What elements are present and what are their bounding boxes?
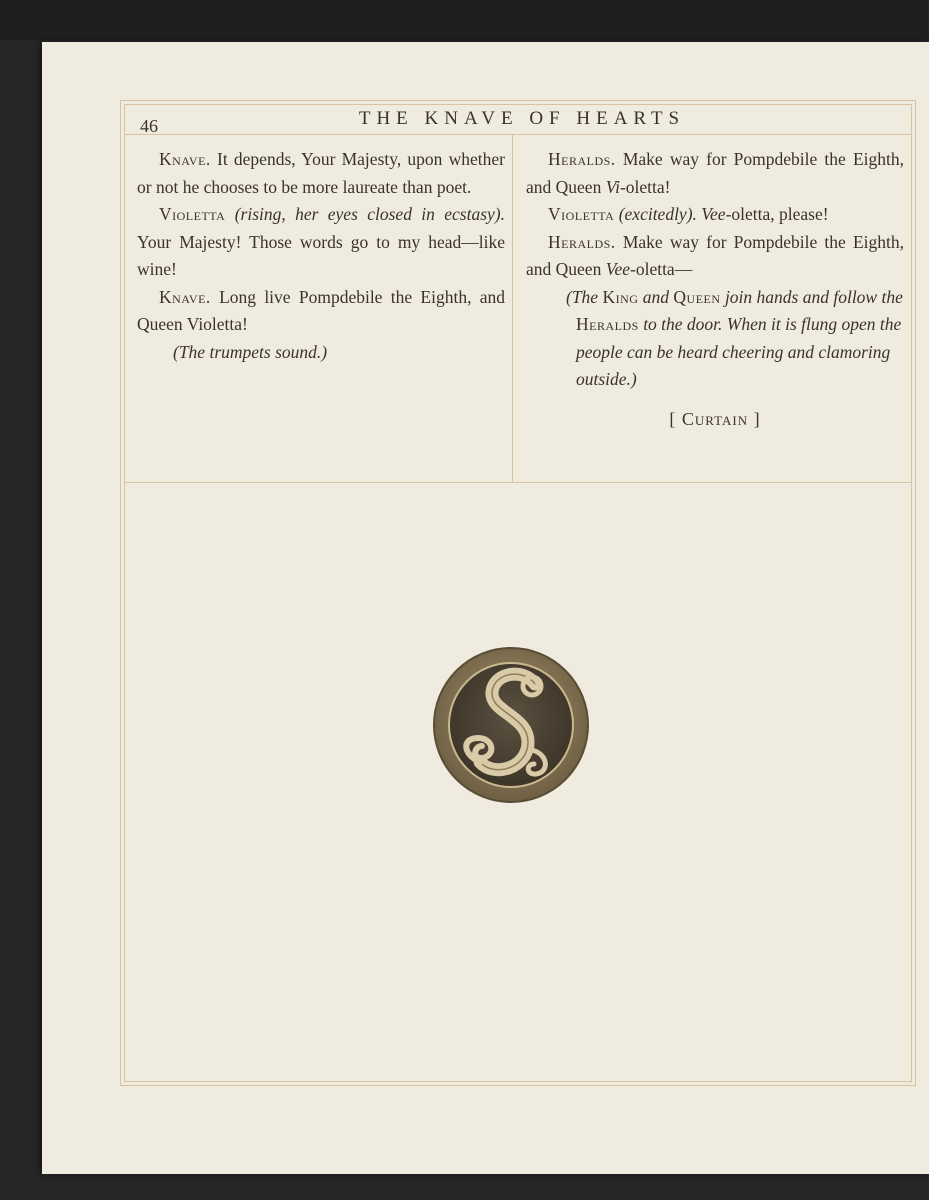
stage-direction: (excitedly). — [618, 204, 697, 224]
emphasis: Vee — [701, 204, 726, 224]
right-paragraph-3 — [526, 229, 904, 284]
dialogue-text: -oletta, please! — [725, 204, 829, 224]
right-column — [526, 146, 904, 433]
left-paragraph-2 — [137, 201, 505, 284]
character-heralds: Heralds — [576, 314, 639, 334]
dialogue-text: It depends, Your Majesty, upon whether or not he chooses to be more laureate than poet. — [137, 149, 505, 197]
header-rule — [124, 134, 912, 135]
speaker-name: Violetta — [548, 204, 615, 224]
text-block-rule — [124, 482, 912, 483]
page-number: 46 — [140, 116, 158, 136]
speaker-name: Heralds. — [548, 149, 616, 169]
right-paragraph-1 — [526, 146, 904, 201]
right-paragraph-2 — [526, 201, 904, 229]
speaker-name: Heralds. — [548, 231, 616, 252]
left-paragraph-1 — [137, 146, 505, 201]
running-title: THE KNAVE OF HEARTS — [358, 108, 686, 129]
stage-direction-text: join hands and follow the — [720, 286, 903, 307]
left-column — [137, 146, 505, 366]
speaker-name: Knave. — [159, 149, 211, 169]
stage-direction-text: and — [638, 286, 674, 307]
character-king: King — [602, 286, 639, 307]
dialogue-text: -oletta— — [630, 259, 693, 279]
column-divider — [512, 134, 513, 482]
stage-direction-text: to the door. When it is flung open the people can be heard cheering and clamoring outside.) — [576, 314, 902, 389]
emphasis: Vee — [605, 259, 630, 279]
book-page — [42, 42, 929, 1174]
speaker-name: Violetta — [159, 204, 226, 224]
curtain-label: [ Curtain ] — [669, 408, 761, 429]
dialogue-text: Make way for Pompdebile the Eighth, and Queen — [526, 149, 905, 197]
emphasis: Vi — [605, 176, 620, 197]
character-queen: Queen — [673, 286, 721, 307]
dialogue-text: Make way for Pompdebile the Eighth, and Queen — [526, 231, 905, 279]
left-paragraph-3 — [137, 284, 505, 339]
stage-direction-text: (The — [566, 286, 603, 307]
dialogue-text: -oletta! — [619, 176, 671, 197]
dialogue-text: Your Majesty! Those words go to my head—like wine! — [137, 231, 505, 279]
stage-direction: (rising, her eyes closed in ecstasy). — [234, 204, 506, 224]
dialogue-text: Long live Pompdebile the Eighth, and Queen Violetta! — [137, 286, 505, 334]
stage-direction-exit — [526, 284, 904, 394]
s-monogram-seal-icon — [432, 646, 590, 804]
stage-direction: (The trumpets sound.) — [173, 341, 328, 362]
dark-background — [0, 0, 929, 40]
speaker-name: Knave. — [159, 286, 211, 307]
